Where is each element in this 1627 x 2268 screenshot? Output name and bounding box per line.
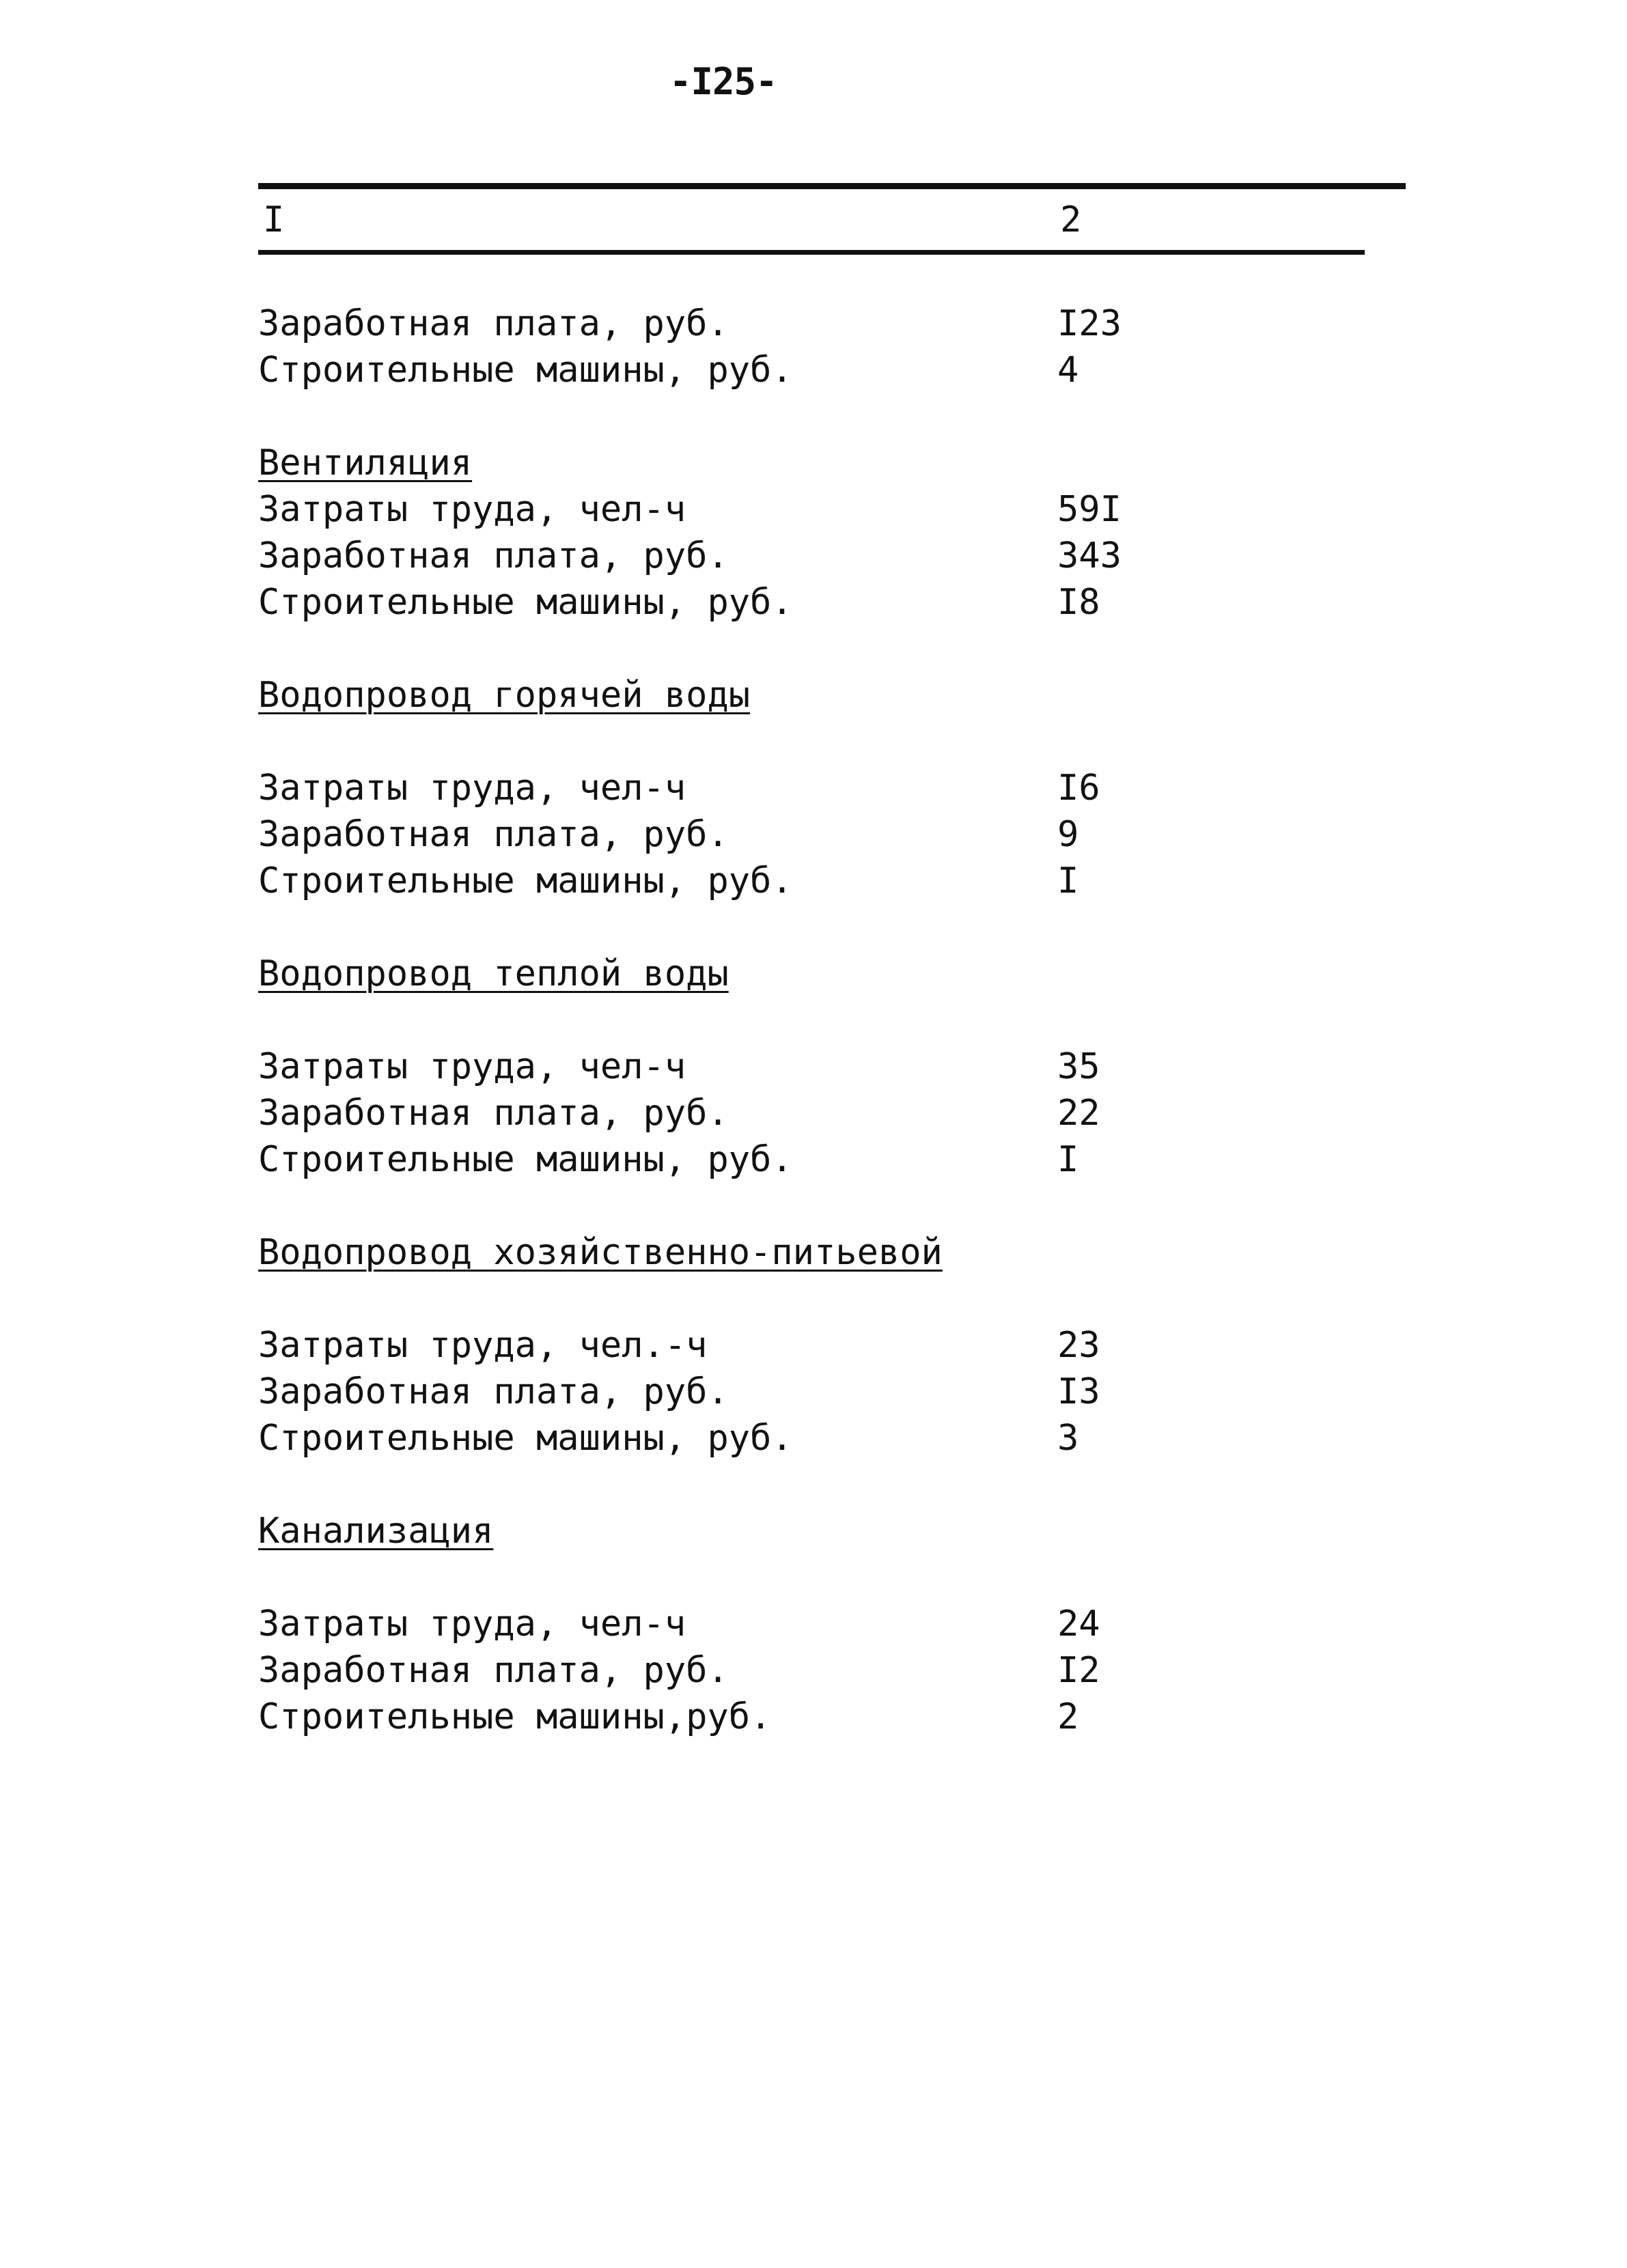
row-label: Строительные машины, руб. [258, 1139, 793, 1180]
row-value: 35 [1057, 1046, 1100, 1087]
row-label: Строительные машины, руб. [258, 1418, 793, 1459]
section-sewerage [258, 1508, 1419, 1740]
row-label: Заработная плата, руб. [258, 1371, 729, 1412]
spacer [258, 904, 1419, 951]
section-hot-water [258, 672, 1419, 904]
spacer [258, 1461, 1419, 1508]
row-value: I6 [1057, 768, 1100, 809]
row-value: 59I [1057, 489, 1122, 530]
table-row [258, 1415, 1419, 1461]
section-ventilation [258, 440, 1419, 626]
row-label: Заработная плата, руб. [258, 535, 729, 576]
row-label: Затраты труда, чел.-ч [258, 1325, 708, 1366]
row-value: I8 [1057, 582, 1100, 623]
table-body [258, 300, 1419, 1740]
spacer [258, 718, 1419, 765]
spacer [258, 626, 1419, 672]
row-value: 9 [1057, 814, 1079, 855]
page-number: -I25- [669, 60, 777, 103]
table-row [258, 1647, 1419, 1694]
spacer [258, 1276, 1419, 1322]
row-value: 2 [1057, 1696, 1079, 1737]
row-value: I3 [1057, 1371, 1100, 1412]
section-title: Водопровод теплой воды [258, 953, 729, 994]
row-value: 23 [1057, 1325, 1100, 1366]
section-title: Вентиляция [258, 443, 473, 484]
row-label: Строительные машины, руб. [258, 350, 793, 391]
row-label: Строительные машины, руб. [258, 860, 793, 901]
row-value: 22 [1057, 1093, 1100, 1134]
table-top-rule [258, 183, 1406, 189]
table-row [258, 858, 1419, 904]
spacer [258, 997, 1419, 1044]
row-label: Заработная плата, руб. [258, 1650, 729, 1691]
row-label: Затраты труда, чел-ч [258, 489, 686, 530]
row-label: Строительные машины, руб. [258, 582, 793, 623]
table-row [258, 1090, 1419, 1136]
table-row [258, 811, 1419, 858]
table-row [258, 1369, 1419, 1415]
row-label: Затраты труда, чел-ч [258, 1604, 686, 1644]
table-row [258, 533, 1419, 579]
row-label: Затраты труда, чел-ч [258, 768, 686, 809]
spacer [258, 393, 1419, 440]
row-label: Заработная плата, руб. [258, 303, 729, 344]
table-row [258, 1044, 1419, 1090]
row-label: Заработная плата, руб. [258, 1093, 729, 1134]
table-header-rule [258, 250, 1365, 255]
table-row [258, 486, 1419, 533]
spacer [258, 1554, 1419, 1601]
row-label: Строительные машины,руб. [258, 1696, 772, 1737]
column-header-1: I [263, 199, 285, 240]
section-drinking-water [258, 1229, 1419, 1461]
table-row [258, 1322, 1419, 1369]
table-row [258, 1136, 1419, 1183]
row-value: 343 [1057, 535, 1122, 576]
intro-section [258, 300, 1419, 393]
row-value: 24 [1057, 1604, 1100, 1644]
spacer [258, 1183, 1419, 1229]
section-title: Водопровод горячей воды [258, 675, 751, 716]
row-value: 3 [1057, 1418, 1079, 1459]
column-header-2: 2 [1060, 199, 1082, 240]
section-warm-water [258, 951, 1419, 1183]
section-title: Канализация [258, 1511, 494, 1552]
row-label: Заработная плата, руб. [258, 814, 729, 855]
row-value: I2 [1057, 1650, 1100, 1691]
row-value: I [1057, 860, 1079, 901]
row-value: 4 [1057, 350, 1079, 391]
section-title: Водопровод хозяйственно-питьевой [258, 1232, 943, 1273]
row-label: Затраты труда, чел-ч [258, 1046, 686, 1087]
table-row [258, 1694, 1419, 1740]
table-row [258, 1601, 1419, 1647]
table-row [258, 347, 1419, 393]
table-row [258, 579, 1419, 626]
row-value: I [1057, 1139, 1079, 1180]
table-row [258, 300, 1419, 347]
row-value: I23 [1057, 303, 1122, 344]
table-row [258, 765, 1419, 811]
